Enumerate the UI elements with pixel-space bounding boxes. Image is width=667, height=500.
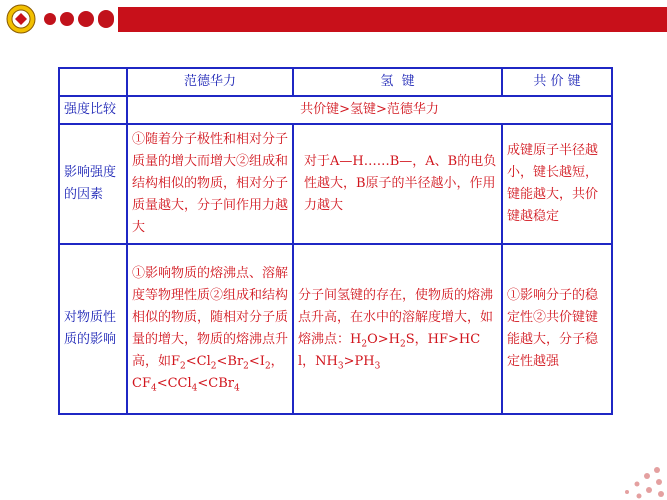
- top-banner: [0, 0, 667, 36]
- header-van-der-waals: 范德华力: [127, 68, 293, 96]
- property-effect-row: [59, 244, 612, 414]
- header-covalent-bond: 共 价 键: [502, 68, 612, 96]
- header-empty-cell: [59, 68, 127, 96]
- decorative-corner-dots: [587, 460, 667, 500]
- strength-compare-row: [59, 96, 612, 124]
- influence-factor-label: 影响强度的因素: [59, 124, 127, 244]
- influence-vdw-cell: ①随着分子极性和相对分子质量的增大而增大②组成和结构相似的物质，相对分子质量越大，分子间作用力越大: [127, 124, 293, 244]
- strength-compare-value: 共价键>氢键>范德华力: [127, 96, 612, 124]
- property-effect-label: 对物质性质的影响: [59, 244, 127, 414]
- comparison-table: [58, 67, 613, 415]
- table-header-row: [59, 68, 612, 96]
- property-covalent-cell: ①影响分子的稳定性②共价键键能越大，分子稳定性越强: [502, 244, 612, 414]
- strength-compare-label: 强度比较: [59, 96, 127, 124]
- influence-covalent-cell: 成键原子半径越小，键长越短，键能越大，共价键越稳定: [502, 124, 612, 244]
- school-emblem-icon: [6, 4, 36, 34]
- decorative-dots: [44, 9, 114, 29]
- property-hbond-cell: 分子间氢键的存在，使物质的熔沸点升高，在水中的溶解度增大，如熔沸点：$H_2O>H_2S$，HF>HCl，$NH_3>PH_3$: [293, 244, 502, 414]
- header-hydrogen-bond: 氢 键: [293, 68, 502, 96]
- influence-factor-row: [59, 124, 612, 244]
- property-vdw-cell: ①影响物质的熔沸点、溶解度等物理性质②组成和结构相似的物质，随相对分子质量的增大，物质的熔沸点升高，如$F_2<Cl_2<Br_2<I_2$，$CF_4<CCl_4<CBr_4$: [127, 244, 293, 414]
- influence-hbond-cell: 对于A—H……B—，A、B的电负性越大，B原子的半径越小，作用力越大: [293, 124, 502, 244]
- title-bar: [118, 7, 667, 32]
